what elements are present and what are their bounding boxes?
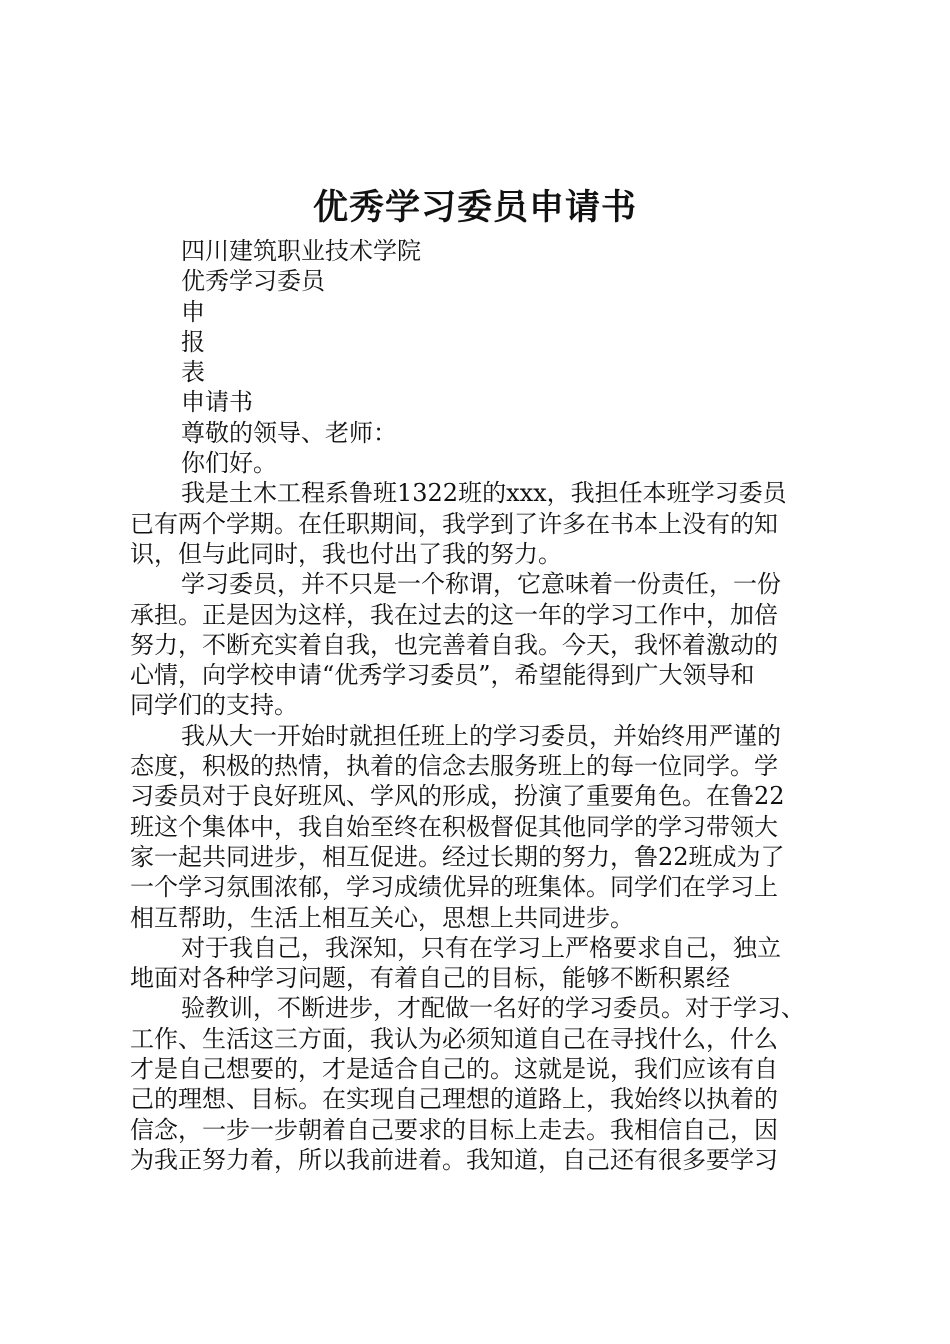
text-line: 班这个集体中，我自始至终在积极督促其他同学的学习带领大: [130, 812, 778, 841]
text-line: 为我正努力着，所以我前进着。我知道，自己还有很多要学习: [130, 1145, 778, 1174]
text-line: 我从大一开始时就担任班上的学习委员，并始终用严谨的: [181, 721, 781, 750]
text-line: 同学们的支持。: [130, 691, 298, 720]
text-line: 尊敬的领导、老师：: [181, 418, 397, 447]
text-line: 识，但与此同时，我也付出了我的努力。: [130, 539, 562, 568]
document-body: [130, 236, 840, 1175]
text-line: 对于我自己，我深知，只有在学习上严格要求自己，独立: [181, 933, 781, 962]
text-line: 家一起共同进步，相互促进。经过长期的努力，鲁22班成为了: [130, 842, 785, 871]
text-line: 优秀学习委员: [181, 267, 325, 296]
text-line: 报: [181, 327, 205, 356]
text-line: 四川建筑职业技术学院: [181, 237, 421, 265]
text-line: 才是自己想要的，才是适合自己的。这就是说，我们应该有自: [130, 1055, 778, 1084]
text-line: 申请书: [181, 388, 253, 417]
text-line: 已有两个学期。在任职期间，我学到了许多在书本上没有的知: [130, 509, 778, 538]
text-line: 态度，积极的热情，执着的信念去服务班上的每一位同学。学: [130, 752, 778, 781]
text-line: 申: [181, 297, 205, 326]
text-line: 习委员对于良好班风、学风的形成，扮演了重要角色。在鲁22: [130, 782, 785, 811]
text-line: 地面对各种学习问题，有着自己的目标，能够不断积累经: [130, 964, 730, 993]
text-line: 我是土木工程系鲁班1322班的xxx，我担任本班学习委员: [181, 479, 787, 508]
text-line: 承担。正是因为这样，我在过去的这一年的学习工作中，加倍: [130, 600, 778, 629]
text-line: 验教训，不断进步，才配做一名好的学习委员。对于学习、: [181, 994, 805, 1023]
text-line: 工作、生活这三方面，我认为必须知道自己在寻找什么，什么: [130, 1024, 778, 1053]
text-line: 相互帮助，生活上相互关心，思想上共同进步。: [130, 903, 634, 932]
text-line: 己的理想、目标。在实现自己理想的道路上，我始终以执着的: [130, 1085, 778, 1114]
document-title: 优秀学习委员申请书: [312, 187, 637, 228]
text-line: 表: [181, 358, 205, 387]
text-line: 信念，一步一步朝着自己要求的目标上走去。我相信自己，因: [130, 1115, 778, 1144]
text-line: 努力，不断充实着自我，也完善着自我。今天，我怀着激动的: [130, 630, 778, 659]
text-line: 你们好。: [181, 449, 277, 478]
text-line: 一个学习氛围浓郁，学习成绩优异的班集体。同学们在学习上: [130, 873, 778, 902]
text-line: 心情，向学校申请“优秀学习委员”，希望能得到广大领导和: [130, 661, 755, 690]
text-line: 学习委员，并不只是一个称谓，它意味着一份责任，一份: [181, 570, 781, 599]
